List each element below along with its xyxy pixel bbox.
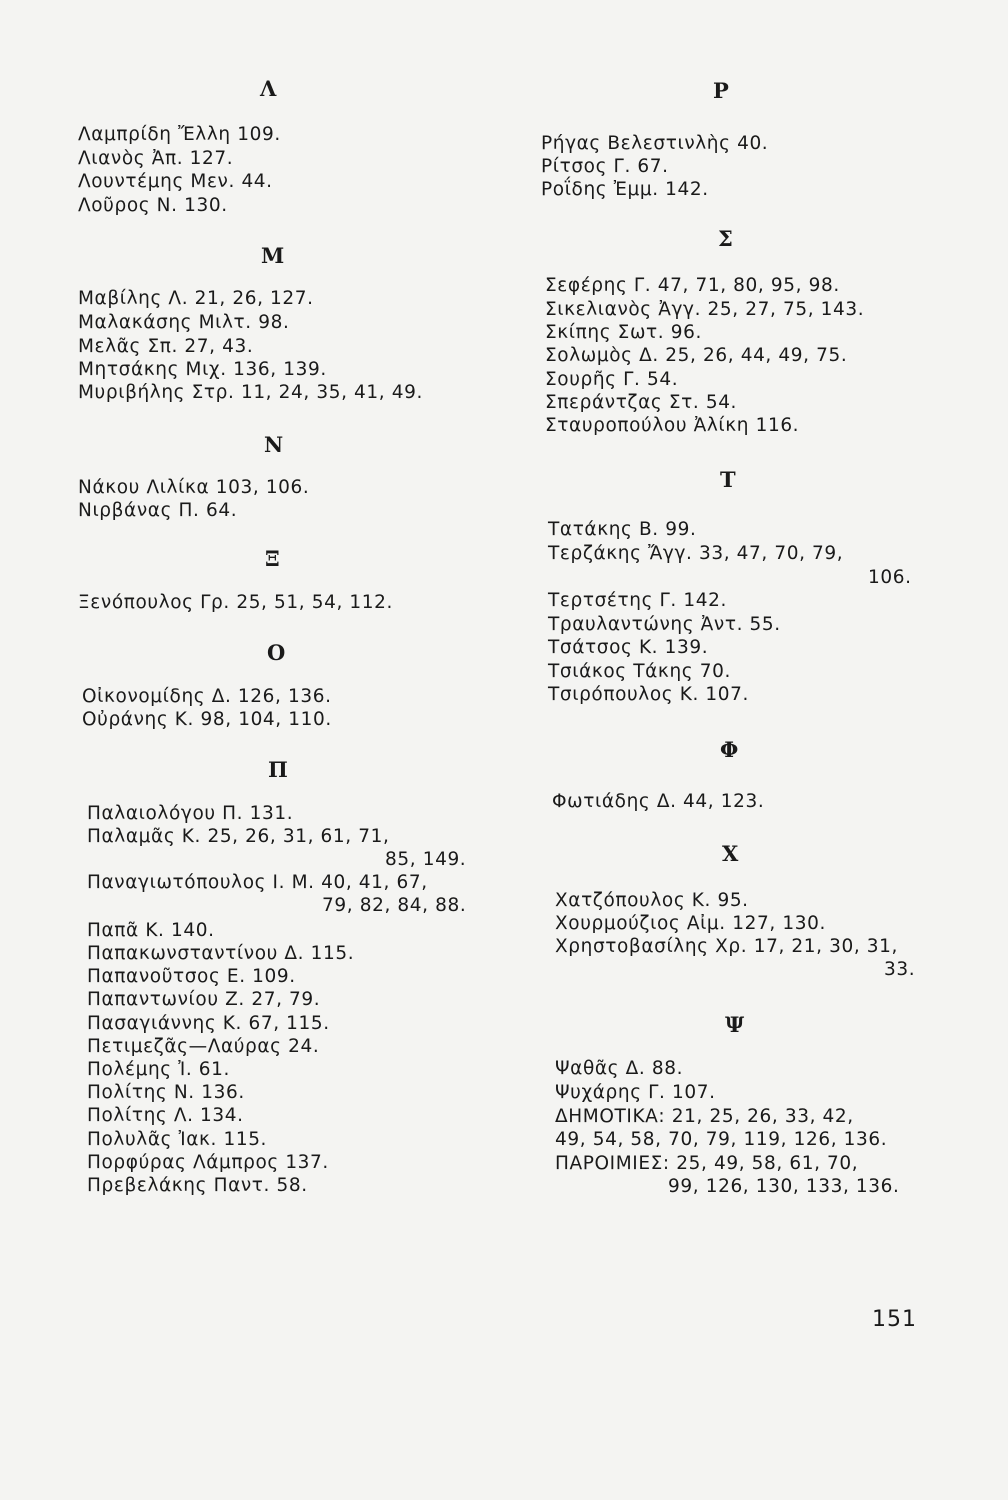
section-letter-psi: Ψ: [725, 1012, 746, 1037]
index-entry: Σπεράντζας Στ. 54.: [545, 392, 738, 413]
index-entry: Παπακωνσταντίνου Δ. 115.: [87, 943, 355, 964]
index-entry: Πολυλᾶς Ἰακ. 115.: [87, 1129, 268, 1150]
index-entry: 49, 54, 58, 70, 79, 119, 126, 136.: [555, 1129, 888, 1150]
index-entry: Φωτιάδης Δ. 44, 123.: [552, 791, 765, 812]
index-entry: ΠΑΡΟΙΜΙΕΣ: 25, 49, 58, 61, 70,: [555, 1153, 859, 1174]
index-entry: Νάκου Λιλίκα 103, 106.: [78, 477, 310, 498]
section-letter-chi: Χ: [722, 841, 740, 866]
index-entry: Σουρῆς Γ. 54.: [545, 369, 679, 390]
index-entry: Παπαντωνίου Ζ. 27, 79.: [87, 989, 321, 1010]
index-entry: Λουντέμης Μεν. 44.: [78, 171, 273, 192]
index-entry: Τραυλαντώνης Ἀντ. 55.: [548, 614, 781, 635]
section-letter-omicron: Ο: [267, 640, 287, 665]
index-entry: Τσιρόπουλος Κ. 107.: [548, 684, 749, 705]
index-entry: ΔΗΜΟΤΙΚΑ: 21, 25, 26, 33, 42,: [555, 1106, 854, 1127]
index-entry: Οἰκονομίδης Δ. 126, 136.: [82, 686, 332, 707]
index-entry-continuation: 85, 149.: [385, 849, 467, 870]
index-entry: Σεφέρης Γ. 47, 71, 80, 95, 98.: [545, 275, 840, 296]
index-entry: Ψυχάρης Γ. 107.: [555, 1082, 716, 1103]
index-entry: Σικελιανὸς Ἀγγ. 25, 27, 75, 143.: [545, 299, 865, 320]
index-entry-continuation: 33.: [884, 959, 916, 980]
index-entry: Μαλακάσης Μιλτ. 98.: [78, 312, 290, 333]
index-entry: Παναγιωτόπουλος Ι. Μ. 40, 41, 67,: [87, 872, 428, 893]
index-entry: Τσάτσος Κ. 139.: [548, 637, 709, 658]
section-letter-rho: Ρ: [713, 78, 730, 103]
section-letter-phi: Φ: [720, 737, 740, 762]
index-entry: Πολίτης Ν. 136.: [87, 1082, 245, 1103]
index-entry: Πορφύρας Λάμπρος 137.: [87, 1152, 329, 1173]
index-entry: Πολέμης Ἰ. 61.: [87, 1059, 231, 1080]
index-entry: Ξενόπουλος Γρ. 25, 51, 54, 112.: [78, 592, 394, 613]
index-entry: Παπανοῦτσος Ε. 109.: [87, 966, 296, 987]
index-entry: Πετιμεζᾶς—Λαύρας 24.: [87, 1036, 320, 1057]
index-entry: Μυριβήλης Στρ. 11, 24, 35, 41, 49.: [78, 382, 423, 403]
page-number: 151: [872, 1307, 917, 1332]
index-entry: Ροΐδης Ἐμμ. 142.: [541, 179, 709, 200]
index-entry: Μητσάκης Μιχ. 136, 139.: [78, 359, 327, 380]
index-entry: Χατζόπουλος Κ. 95.: [555, 890, 749, 911]
index-entry: Παπᾶ Κ. 140.: [87, 920, 215, 941]
index-entry: Σκίπης Σωτ. 96.: [545, 322, 702, 343]
index-entry: Χουρμούζιος Αἰμ. 127, 130.: [555, 913, 826, 934]
index-entry: Λιανὸς Ἀπ. 127.: [78, 148, 234, 169]
index-entry-continuation: 99, 126, 130, 133, 136.: [668, 1176, 900, 1197]
index-entry: Πασαγιάννης Κ. 67, 115.: [87, 1013, 330, 1034]
index-entry-continuation: 79, 82, 84, 88.: [322, 895, 467, 916]
index-entry: Τσιάκος Τάκης 70.: [548, 661, 731, 682]
section-letter-nu: Ν: [264, 432, 285, 457]
index-entry: Ρήγας Βελεστινλὴς 40.: [541, 133, 769, 154]
index-entry: Λοῦρος Ν. 130.: [78, 195, 228, 216]
index-entry: Ρίτσος Γ. 67.: [541, 156, 669, 177]
index-entry: Λαμπρίδη Ἔλλη 109.: [78, 124, 281, 145]
section-letter-tau: Τ: [720, 467, 737, 492]
index-entry: Τερτσέτης Γ. 142.: [548, 590, 727, 611]
index-entry: Πρεβελάκης Παντ. 58.: [87, 1175, 308, 1196]
index-entry: Μαβίλης Λ. 21, 26, 127.: [78, 288, 314, 309]
index-entry: Τατάκης Β. 99.: [548, 519, 697, 540]
section-letter-pi: Π: [268, 757, 289, 782]
index-entry: Παλαμᾶς Κ. 25, 26, 31, 61, 71,: [87, 826, 390, 847]
index-entry: Νιρβάνας Π. 64.: [78, 500, 238, 521]
index-entry: Μελᾶς Σπ. 27, 43.: [78, 336, 254, 357]
index-entry: Χρηστοβασίλης Χρ. 17, 21, 30, 31,: [555, 936, 899, 957]
index-entry-continuation: 106.: [868, 567, 912, 588]
index-entry: Σταυροπούλου Ἀλίκη 116.: [545, 415, 800, 436]
section-letter-xi: Ξ: [265, 546, 281, 571]
index-entry: Τερζάκης Ἄγγ. 33, 47, 70, 79,: [548, 543, 844, 564]
section-letter-mu: Μ: [261, 243, 286, 268]
index-entry: Παλαιολόγου Π. 131.: [87, 803, 294, 824]
index-entry: Οὐράνης Κ. 98, 104, 110.: [82, 709, 332, 730]
section-letter-sigma: Σ: [718, 226, 734, 251]
index-entry: Πολίτης Λ. 134.: [87, 1105, 244, 1126]
section-letter-lambda: Λ: [260, 76, 278, 101]
index-entry: Σολωμὸς Δ. 25, 26, 44, 49, 75.: [545, 345, 848, 366]
index-entry: Ψαθᾶς Δ. 88.: [555, 1058, 684, 1079]
